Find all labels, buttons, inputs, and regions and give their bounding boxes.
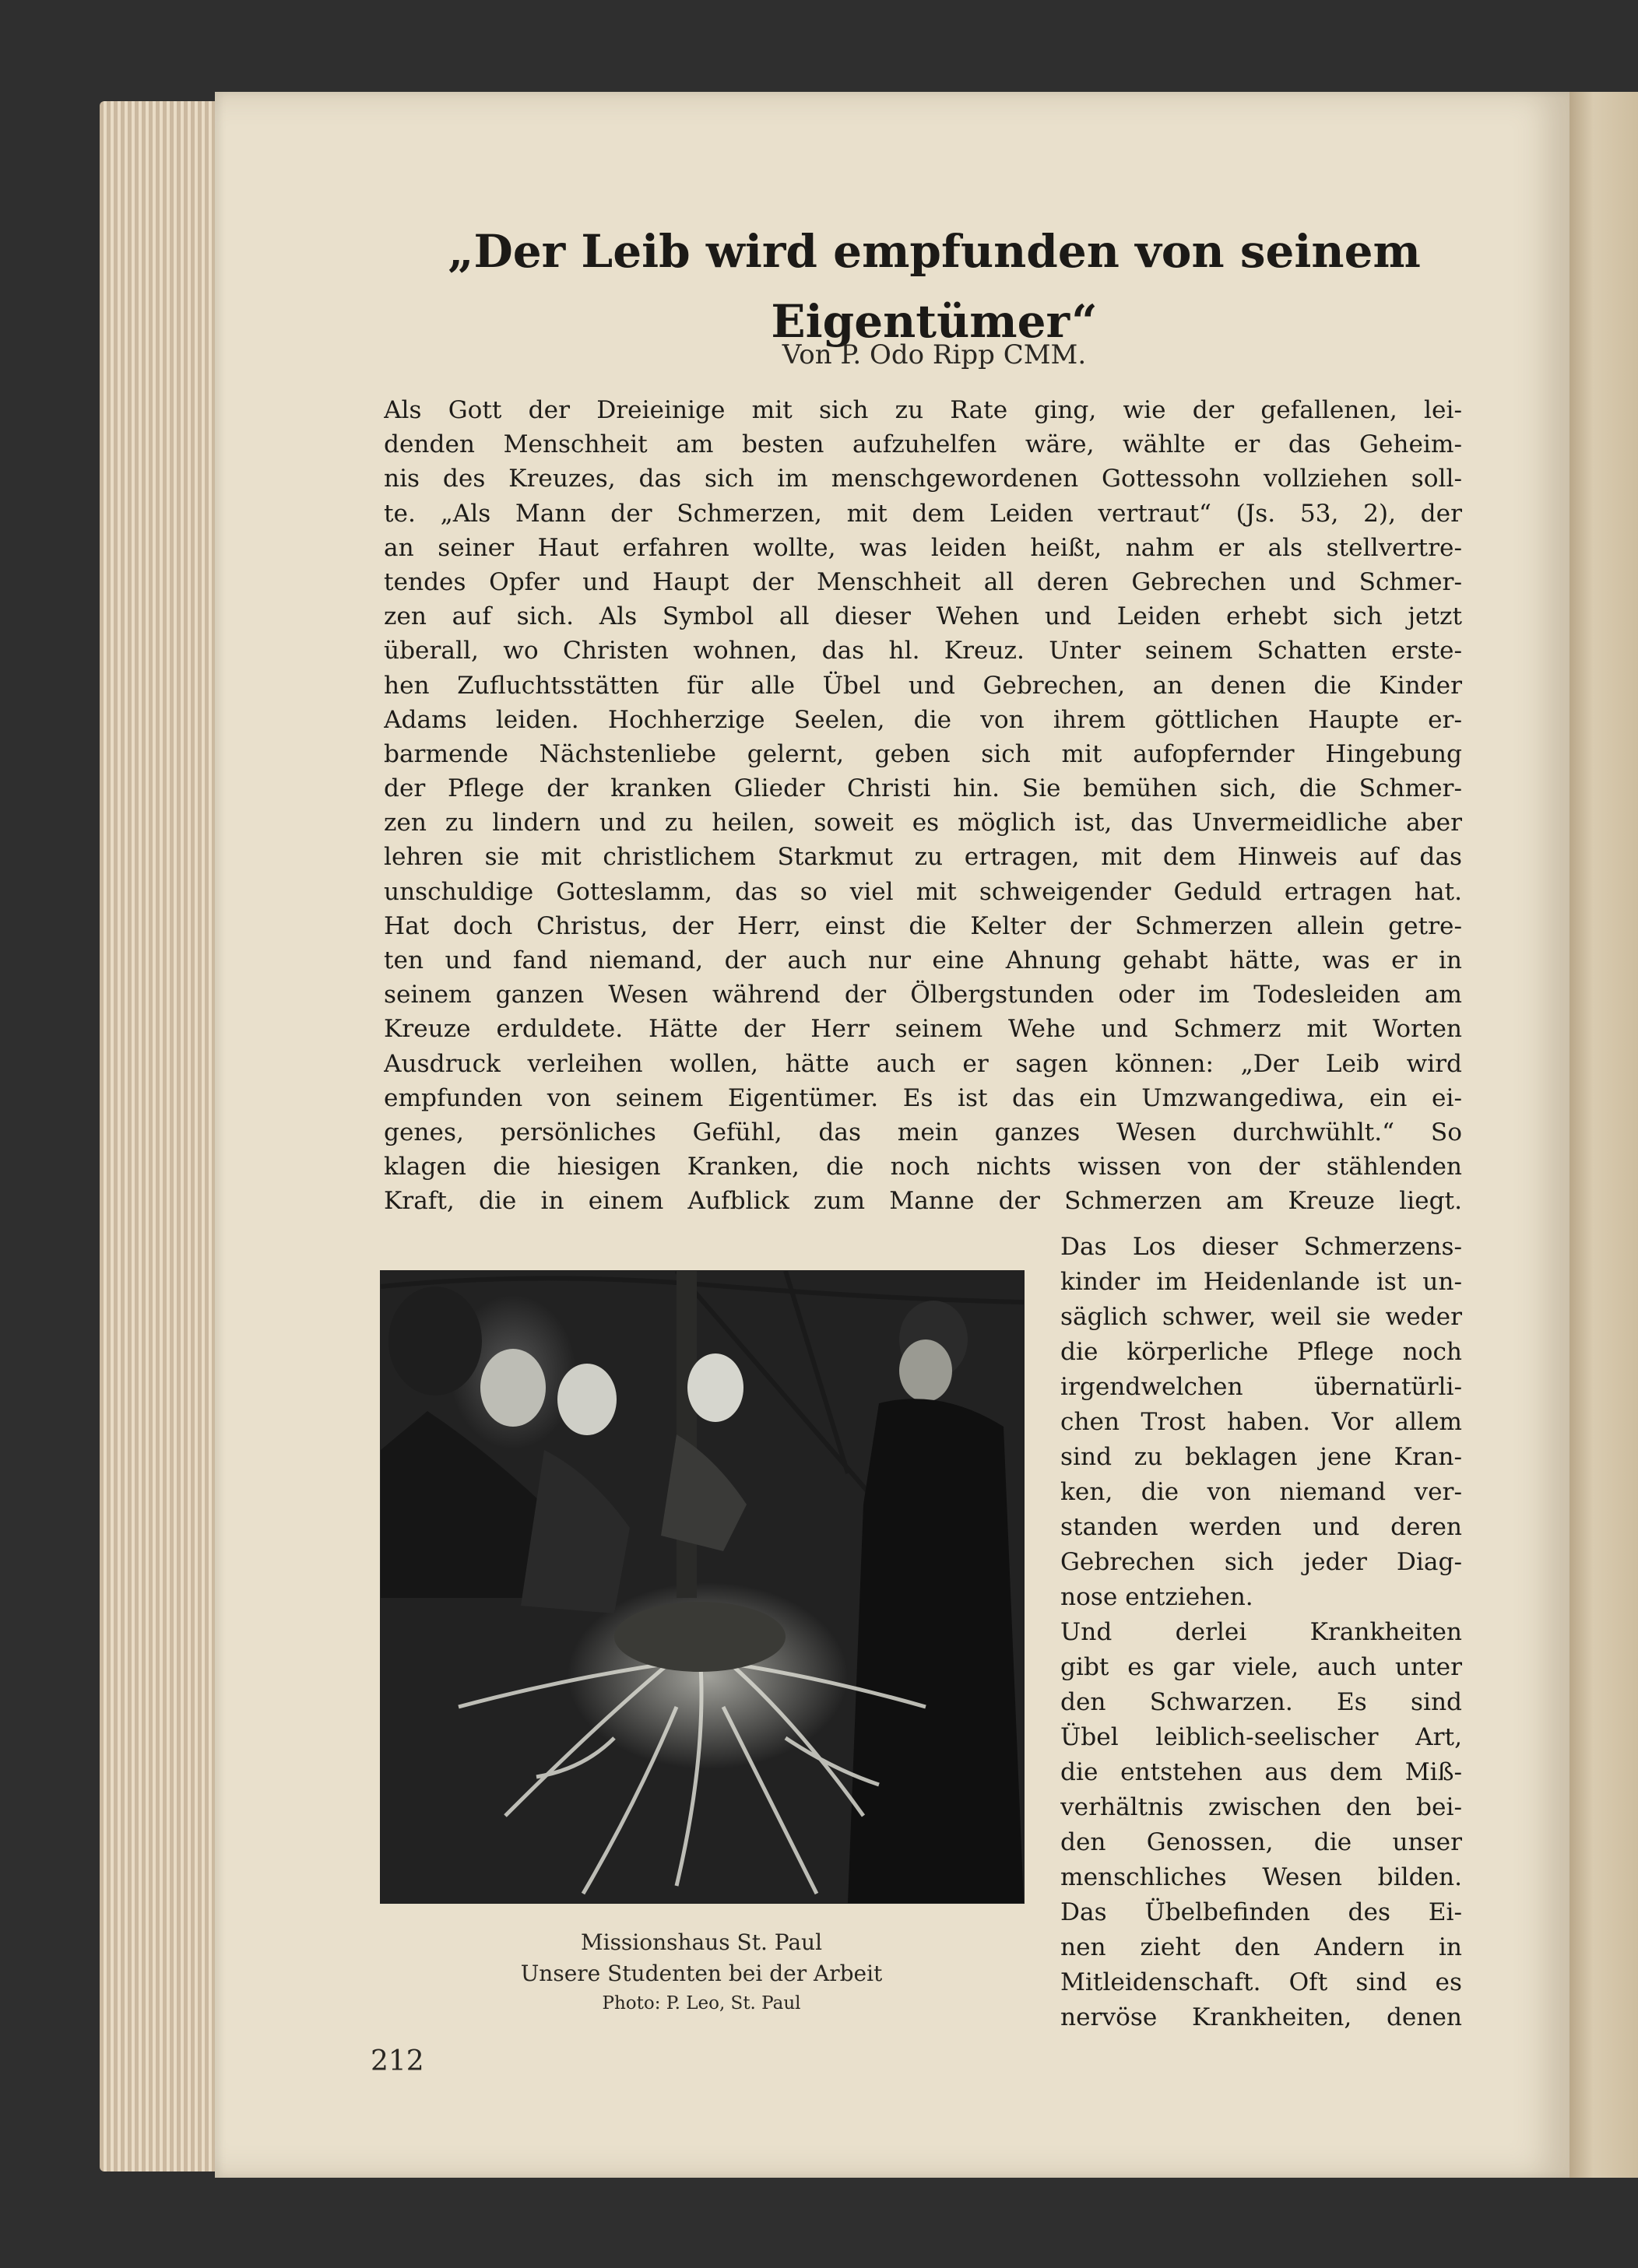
title-line-2: Eigentümer“ (771, 295, 1098, 348)
title-line-1: „Der Leib wird empfunden von seinem (448, 225, 1421, 278)
text-line: denden Menschheit am besten aufzuhelfen wäre, wählte er das Geheim- (384, 430, 1462, 459)
text-line: verhältnis zwischen den bei- (1060, 1793, 1462, 1821)
text-line: ten und fand niemand, der auch nur eine Ahnung gehabt hätte, was er in (384, 946, 1462, 974)
article-body (384, 393, 1462, 1219)
caption-credit: Photo: P. Leo, St. Paul (602, 1993, 801, 2013)
text-line: ken, die von niemand ver- (1060, 1478, 1462, 1506)
text-line: Hat doch Christus, der Herr, einst die Kelter der Schmerzen allein getre- (384, 911, 1462, 940)
text-line: hen Zufluchtsstätten für alle Übel und Gebrechen, an denen die Kinder (384, 671, 1462, 700)
page-number: 212 (371, 2045, 424, 2077)
caption-location: Missionshaus St. Paul (580, 1929, 823, 1955)
text-line: Adams leiden. Hochherzige Seelen, die von ihrem göttlichen Haupte er- (384, 705, 1462, 734)
text-line: irgendwelchen übernatürli- (1060, 1373, 1462, 1401)
text-line: gibt es gar viele, auch unter (1060, 1653, 1462, 1681)
text-line: Übel leiblich-seelischer Art, (1060, 1723, 1462, 1751)
text-line: an seiner Haut erfahren wollte, was leiden heißt, nahm er als stellvertre- (384, 533, 1462, 562)
text-line: die entstehen aus dem Miß- (1060, 1758, 1462, 1786)
text-line: standen werden und deren (1060, 1513, 1462, 1541)
text-line: nis des Kreuzes, das sich im menschgewordenen Gottessohn vollziehen soll- (384, 465, 1462, 493)
photo-caption (380, 1927, 1023, 2017)
text-line: Das Los dieser Schmerzens- (1060, 1233, 1462, 1261)
text-line: kinder im Heidenlande ist un- (1060, 1268, 1462, 1296)
text-line: Das Übelbefinden des Ei- (1060, 1898, 1462, 1926)
text-line: Kraft, die in einem Aufblick zum Manne der Schmerzen am Kreuze liegt. (384, 1187, 1462, 1216)
caption-description: Unsere Studenten bei der Arbeit (520, 1961, 883, 1986)
side-column-text (1060, 1230, 1462, 2035)
page-edges (100, 101, 224, 2171)
article-photo (380, 1270, 1025, 1904)
text-line: säglich schwer, weil sie weder (1060, 1303, 1462, 1331)
text-line: Mitleidenschaft. Oft sind es (1060, 1968, 1462, 1996)
text-line: der Pflege der kranken Glieder Christi hin. Sie bemühen sich, die Schmer- (384, 774, 1462, 803)
text-line: barmende Nächstenliebe gelernt, geben sich mit aufopfernder Hingebung (384, 739, 1462, 768)
text-line: Und derlei Krankheiten (1060, 1618, 1462, 1646)
text-line: chen Trost haben. Vor allem (1060, 1408, 1462, 1436)
text-line: Gebrechen sich jeder Diag- (1060, 1548, 1462, 1576)
text-line: seinem ganzen Wesen während der Ölbergstunden oder im Todesleiden am (384, 981, 1462, 1009)
photo-illustration (381, 1271, 1024, 1903)
text-line: nervöse Krankheiten, denen (1060, 2003, 1462, 2031)
text-line: nose entziehen. (1060, 1583, 1253, 1611)
author-byline: Von P. Odo Ripp CMM. (782, 339, 1087, 370)
text-line: sind zu beklagen jene Kran- (1060, 1443, 1462, 1471)
text-line: menschliches Wesen bilden. (1060, 1863, 1462, 1891)
text-line: zen auf sich. Als Symbol all dieser Wehen und Leiden erhebt sich jetzt (384, 602, 1462, 631)
text-line: die körperliche Pflege noch (1060, 1338, 1462, 1366)
text-line: tendes Opfer und Haupt der Menschheit all deren Gebrechen und Schmer- (384, 567, 1462, 596)
book-spine (1569, 92, 1638, 2178)
text-line: empfunden von seinem Eigentümer. Es ist das ein Umzwangediwa, ein ei- (384, 1083, 1462, 1112)
text-line: Kreuze erduldete. Hätte der Herr seinem Wehe und Schmerz mit Worten (384, 1015, 1462, 1044)
text-line: nen zieht den Andern in (1060, 1933, 1462, 1961)
text-line: zen zu lindern und zu heilen, soweit es möglich ist, das Unvermeidliche aber (384, 809, 1462, 837)
text-line: unschuldige Gotteslamm, das so viel mit schweigender Geduld ertragen hat. (384, 877, 1462, 906)
text-line: den Genossen, die unser (1060, 1828, 1462, 1856)
text-line: genes, persönliches Gefühl, das mein ganzes Wesen durchwühlt.“ So (384, 1118, 1462, 1146)
text-line: den Schwarzen. Es sind (1060, 1688, 1462, 1716)
text-line: überall, wo Christen wohnen, das hl. Kreuz. Unter seinem Schatten erste- (384, 637, 1462, 665)
text-line: lehren sie mit christlichem Starkmut zu ertragen, mit dem Hinweis auf das (384, 843, 1462, 872)
text-line: te. „Als Mann der Schmerzen, mit dem Leiden vertraut“ (Js. 53, 2), der (384, 499, 1462, 528)
article-title (366, 216, 1503, 356)
text-line: Ausdruck verleihen wollen, hätte auch er sagen können: „Der Leib wird (384, 1049, 1462, 1078)
text-line: Als Gott der Dreieinige mit sich zu Rate ging, wie der gefallenen, lei- (384, 396, 1462, 424)
text-line: klagen die hiesigen Kranken, die noch nichts wissen von der stählenden (384, 1153, 1462, 1181)
